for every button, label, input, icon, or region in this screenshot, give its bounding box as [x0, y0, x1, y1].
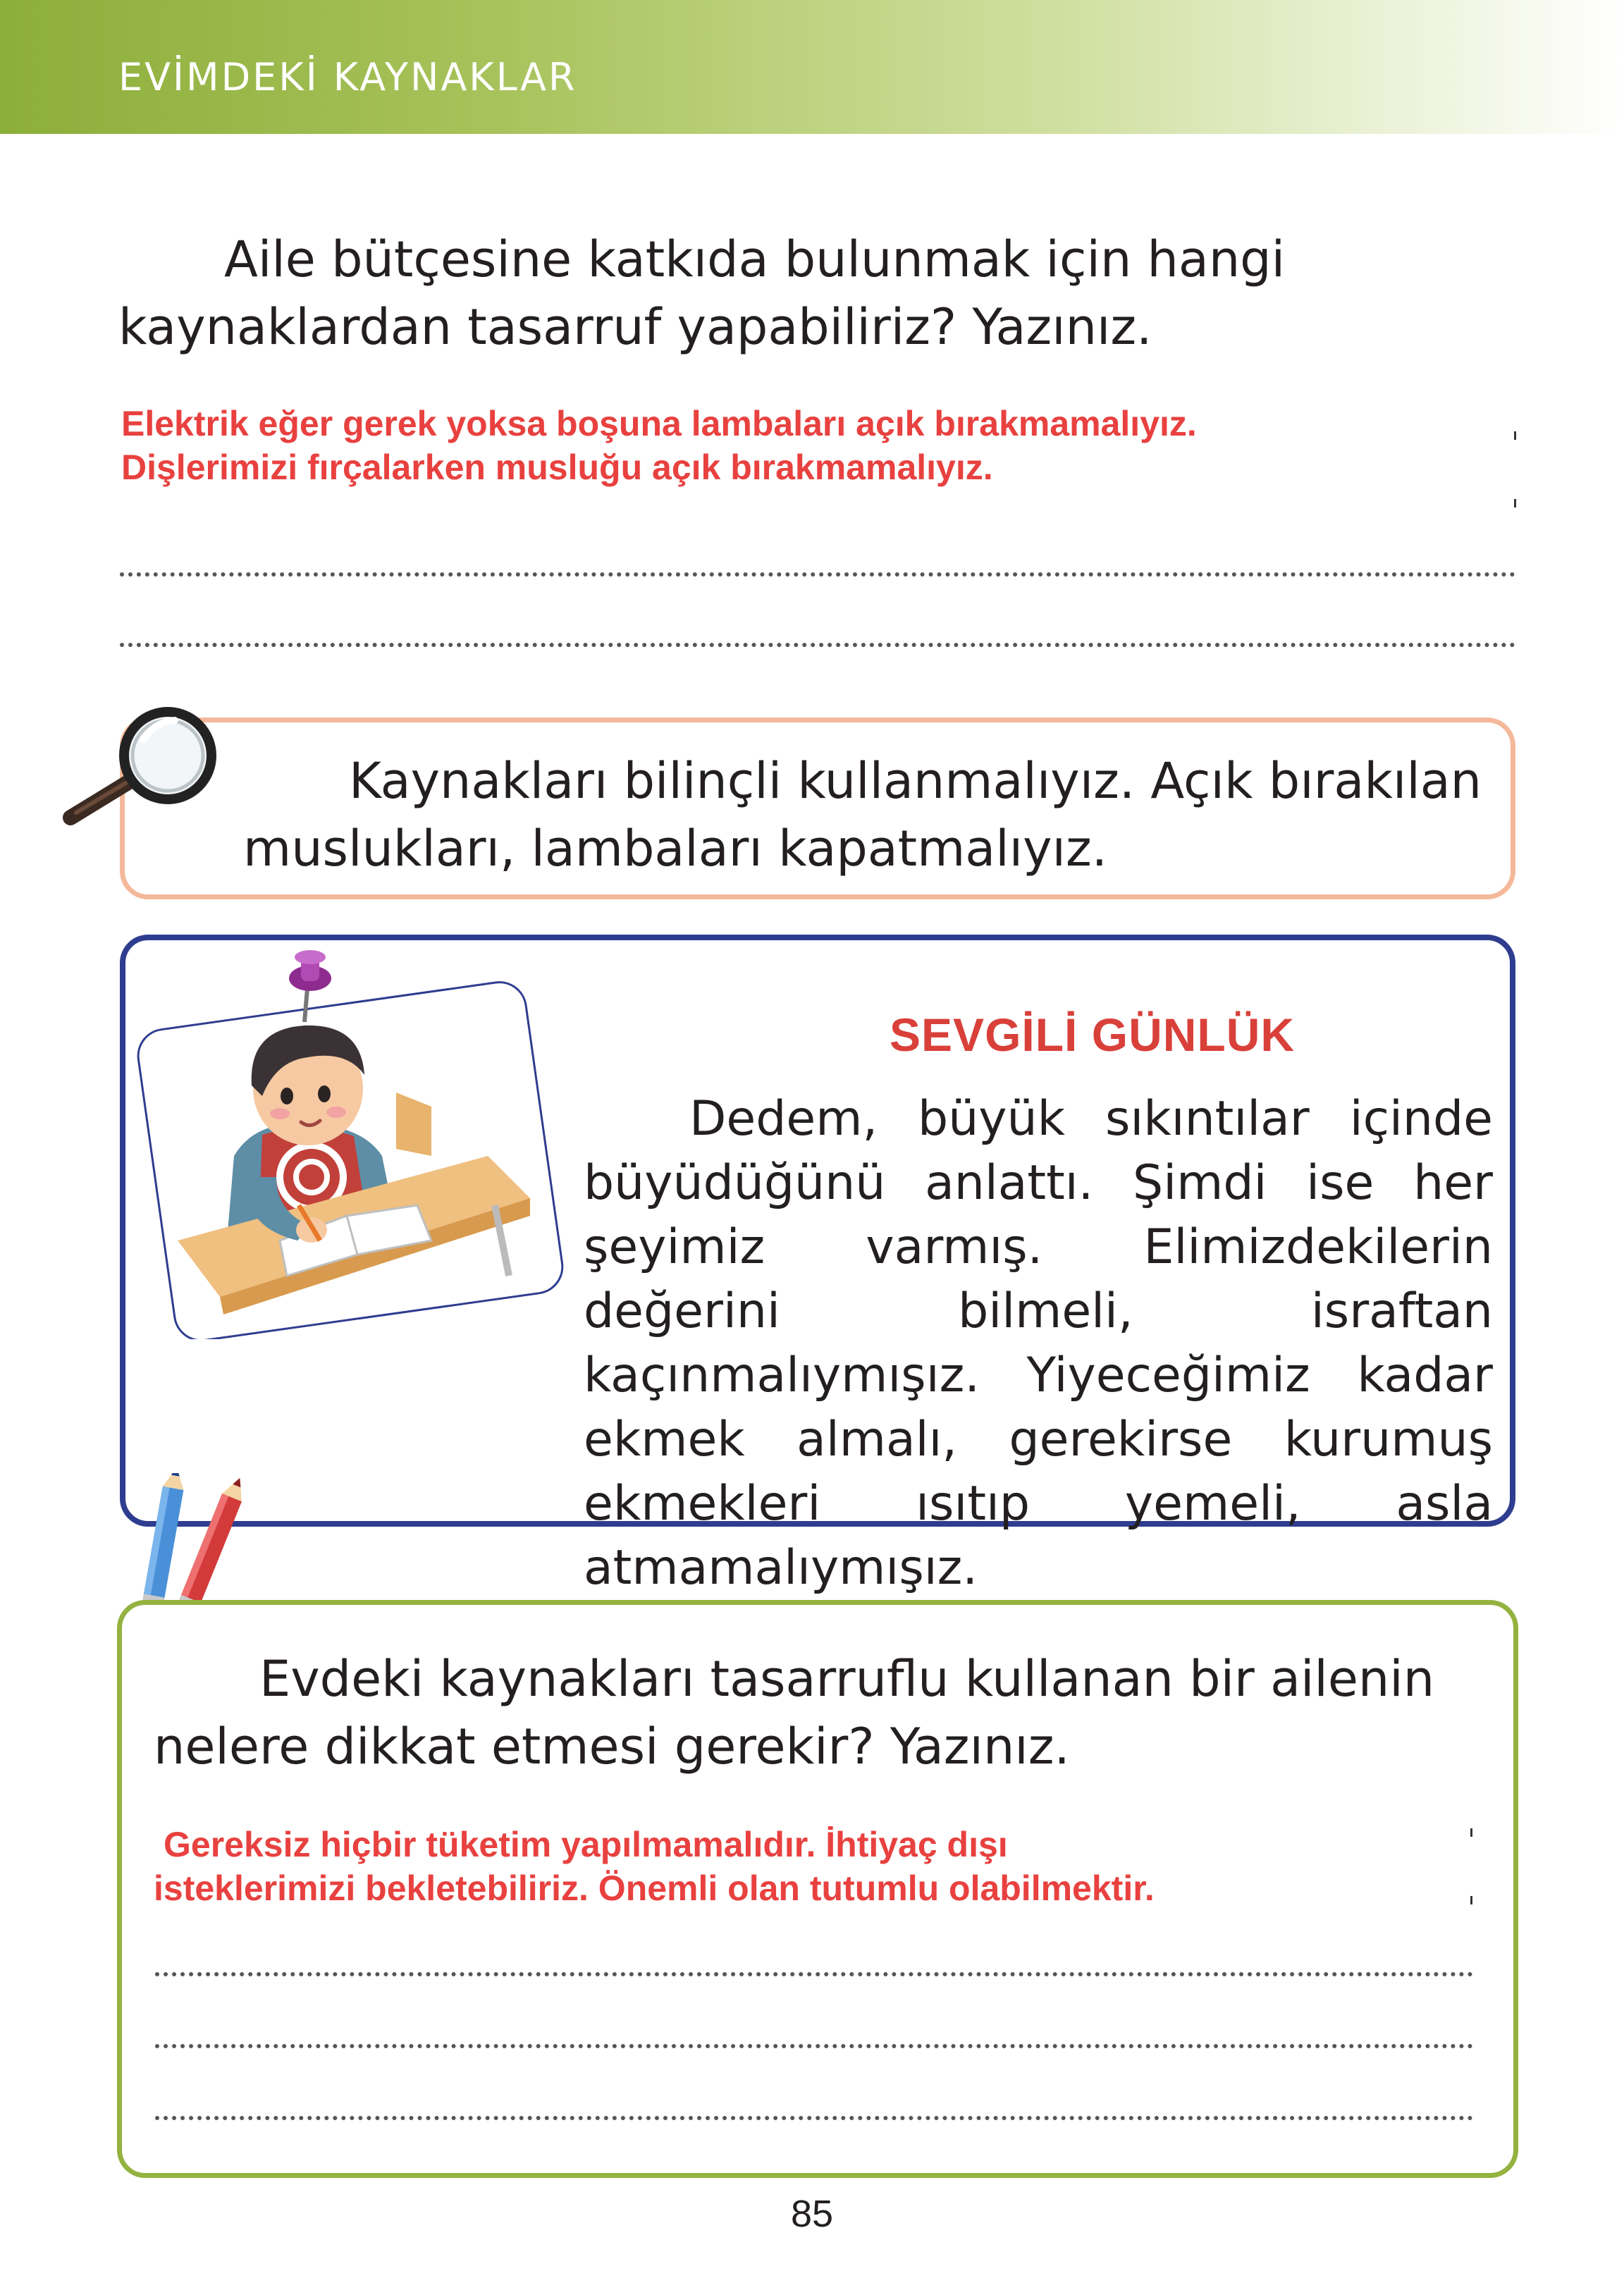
page-header-title: EVİMDEKİ KAYNAKLAR: [118, 55, 577, 99]
line-end-tick: [1514, 431, 1516, 440]
page-number: 85: [790, 2193, 834, 2235]
answer-2-line-1: Gereksiz hiçbir tüketim yapılmamalıdır. İhtiyaç dışı: [164, 1825, 1008, 1864]
diary-text: Dedem, büyük sıkıntılar içinde büyüdüğünü anlattı. Şimdi ise her şeyimiz varmış. Elimizdekilerin değerini bilmeli, israftan kaçınmalıymışız. Yiyeceğimiz kadar ekmek almalı, gerekirse kurumuş ekmekleri ısıtıp yemeli, asla atmamalıymışız.: [584, 1091, 1493, 1596]
boy-writing-at-desk-illustration: [135, 944, 565, 1339]
line-end-tick: [1514, 499, 1516, 507]
writing-line: [155, 2044, 1473, 2048]
answer-1-line-1: Elektrik eğer gerek yoksa boşuna lambaları açık bırakmamalıyız.: [121, 404, 1197, 443]
info-box-text: Kaynakları bilinçli kullanmalıyız. Açık bırakılan muslukları, lambaları kapatmalıyız.: [243, 752, 1482, 878]
writing-line: [155, 2116, 1473, 2120]
question-1-prompt: Aile bütçesine katkıda bulunmak için hangi kaynaklardan tasarruf yapabiliriz? Yazınız.: [118, 230, 1286, 356]
answer-2-line-2: isteklerimizi bekletebiliriz. Önemli olan tutumlu olabilmektir.: [154, 1869, 1155, 1908]
magnifier-icon: [55, 698, 217, 839]
writing-line: [120, 643, 1515, 647]
answer-1-line-2: Dişlerimizi fırçalarken musluğu açık bırakmamalıyız.: [121, 448, 993, 487]
question-2-prompt: Evdeki kaynakları tasarruflu kullanan bir ailenin nelere dikkat etmesi gerekir? Yazınız.: [154, 1650, 1435, 1775]
line-end-tick: [1470, 1828, 1472, 1837]
line-end-tick: [1470, 1896, 1472, 1904]
diary-title: SEVGİLİ GÜNLÜK: [890, 1009, 1296, 1061]
writing-line: [120, 572, 1515, 577]
writing-line: [155, 1972, 1473, 1976]
